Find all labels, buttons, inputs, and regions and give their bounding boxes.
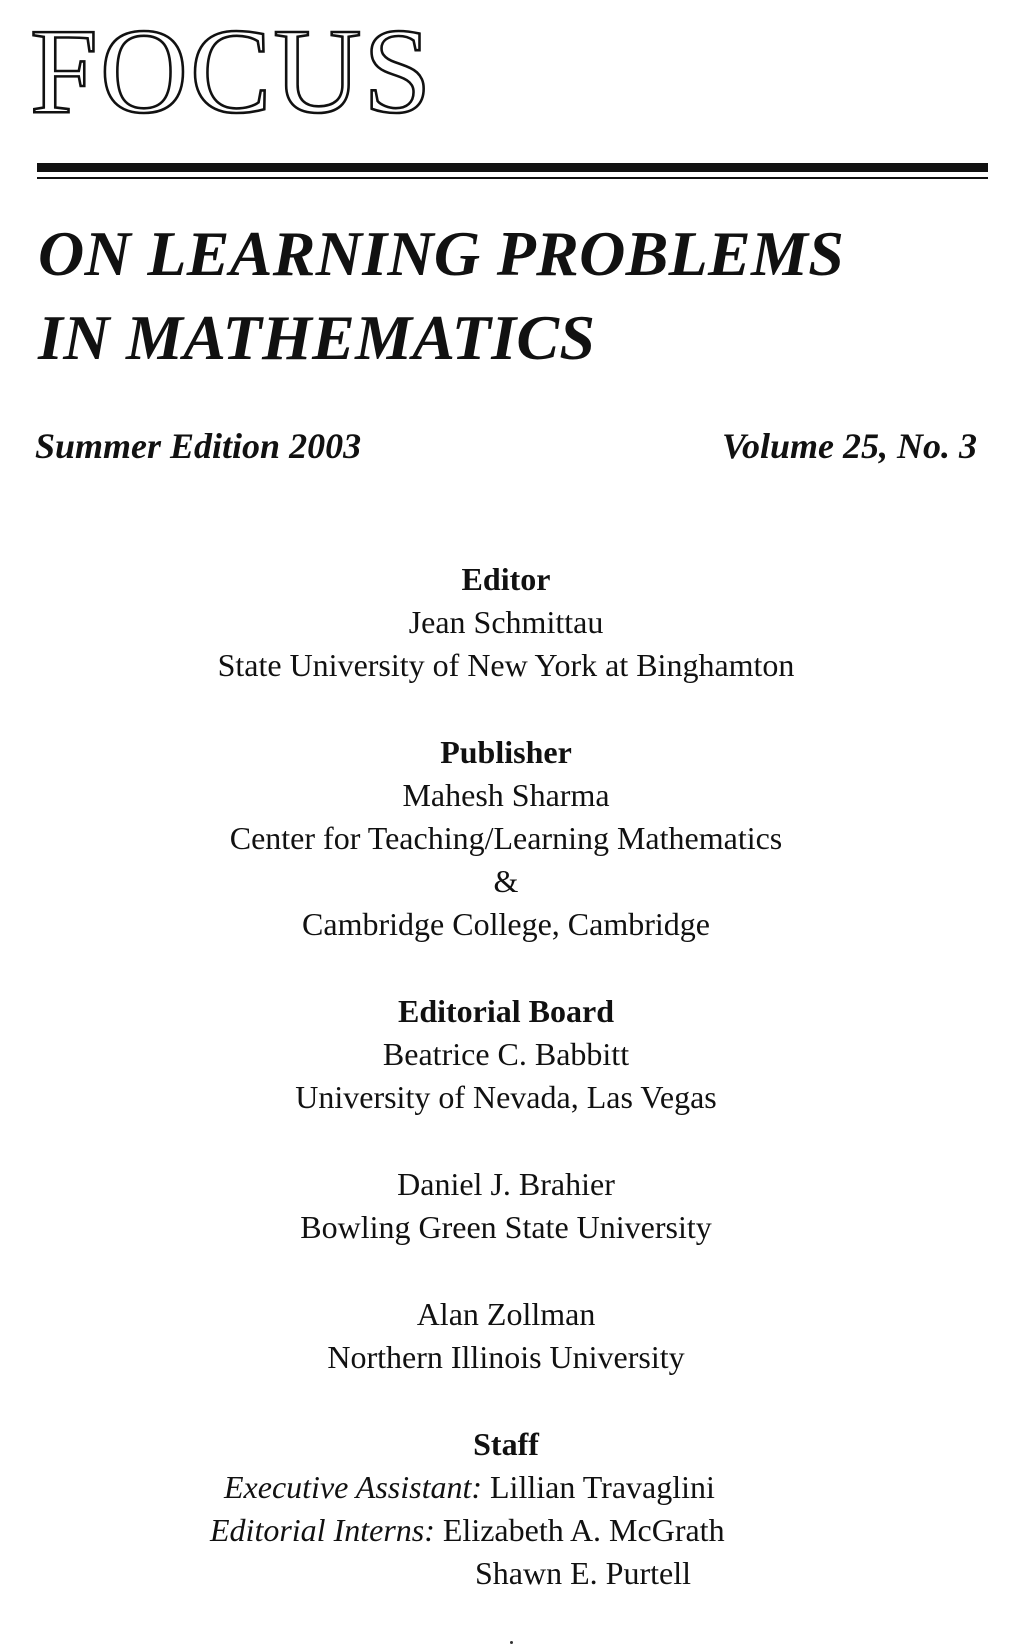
publisher-ampersand: & [493, 863, 519, 899]
editorial-board-section [0, 990, 1012, 1379]
volume-label: Volume 25, No. 3 [721, 426, 977, 466]
editorial-interns-line [210, 1509, 725, 1552]
publisher-heading: Publisher [440, 734, 572, 770]
board-member-name: Beatrice C. Babbitt [382, 1036, 630, 1072]
editorial-interns-line-2 [475, 1552, 691, 1595]
scan-speck [510, 1641, 513, 1644]
focus-logo [30, 4, 530, 122]
focus-logo-text: FOCUS [30, 4, 434, 122]
editor-affiliation: State University of New York at Binghamton [217, 647, 795, 683]
editorial-intern-name: Elizabeth A. McGrath [442, 1512, 725, 1548]
executive-assistant-name: Lillian Travaglini [490, 1469, 715, 1505]
editor-name: Jean Schmittau [408, 604, 604, 640]
publisher-affiliation-1: Center for Teaching/Learning Mathematics [229, 820, 783, 856]
staff-section [0, 1423, 1012, 1596]
header-rule-thin [37, 177, 988, 179]
board-member-affiliation: University of Nevada, Las Vegas [295, 1079, 717, 1115]
publisher-section [0, 731, 1012, 946]
executive-assistant-line [224, 1466, 715, 1509]
editorial-interns-label: Editorial Interns: [210, 1512, 435, 1548]
journal-title [38, 212, 844, 380]
board-member-affiliation: Bowling Green State University [300, 1209, 712, 1245]
masthead [0, 558, 1012, 1596]
journal-title-line-2: IN MATHEMATICS [38, 302, 596, 373]
staff-heading: Staff [473, 1426, 539, 1462]
executive-assistant-label: Executive Assistant: [224, 1469, 482, 1505]
board-member-name: Alan Zollman [416, 1296, 596, 1332]
publisher-name: Mahesh Sharma [402, 777, 610, 813]
editor-heading: Editor [461, 561, 551, 597]
editorial-board-heading: Editorial Board [397, 993, 614, 1029]
journal-title-line-1: ON LEARNING PROBLEMS [38, 218, 845, 289]
board-member-name: Daniel J. Brahier [397, 1166, 615, 1202]
publisher-affiliation-2: Cambridge College, Cambridge [302, 906, 710, 942]
edition-label: Summer Edition 2003 [35, 426, 362, 466]
header-rule-thick [37, 163, 988, 172]
editor-section [0, 558, 1012, 687]
board-member-affiliation: Northern Illinois University [327, 1339, 685, 1375]
editorial-intern-name: Shawn E. Purtell [475, 1555, 691, 1591]
